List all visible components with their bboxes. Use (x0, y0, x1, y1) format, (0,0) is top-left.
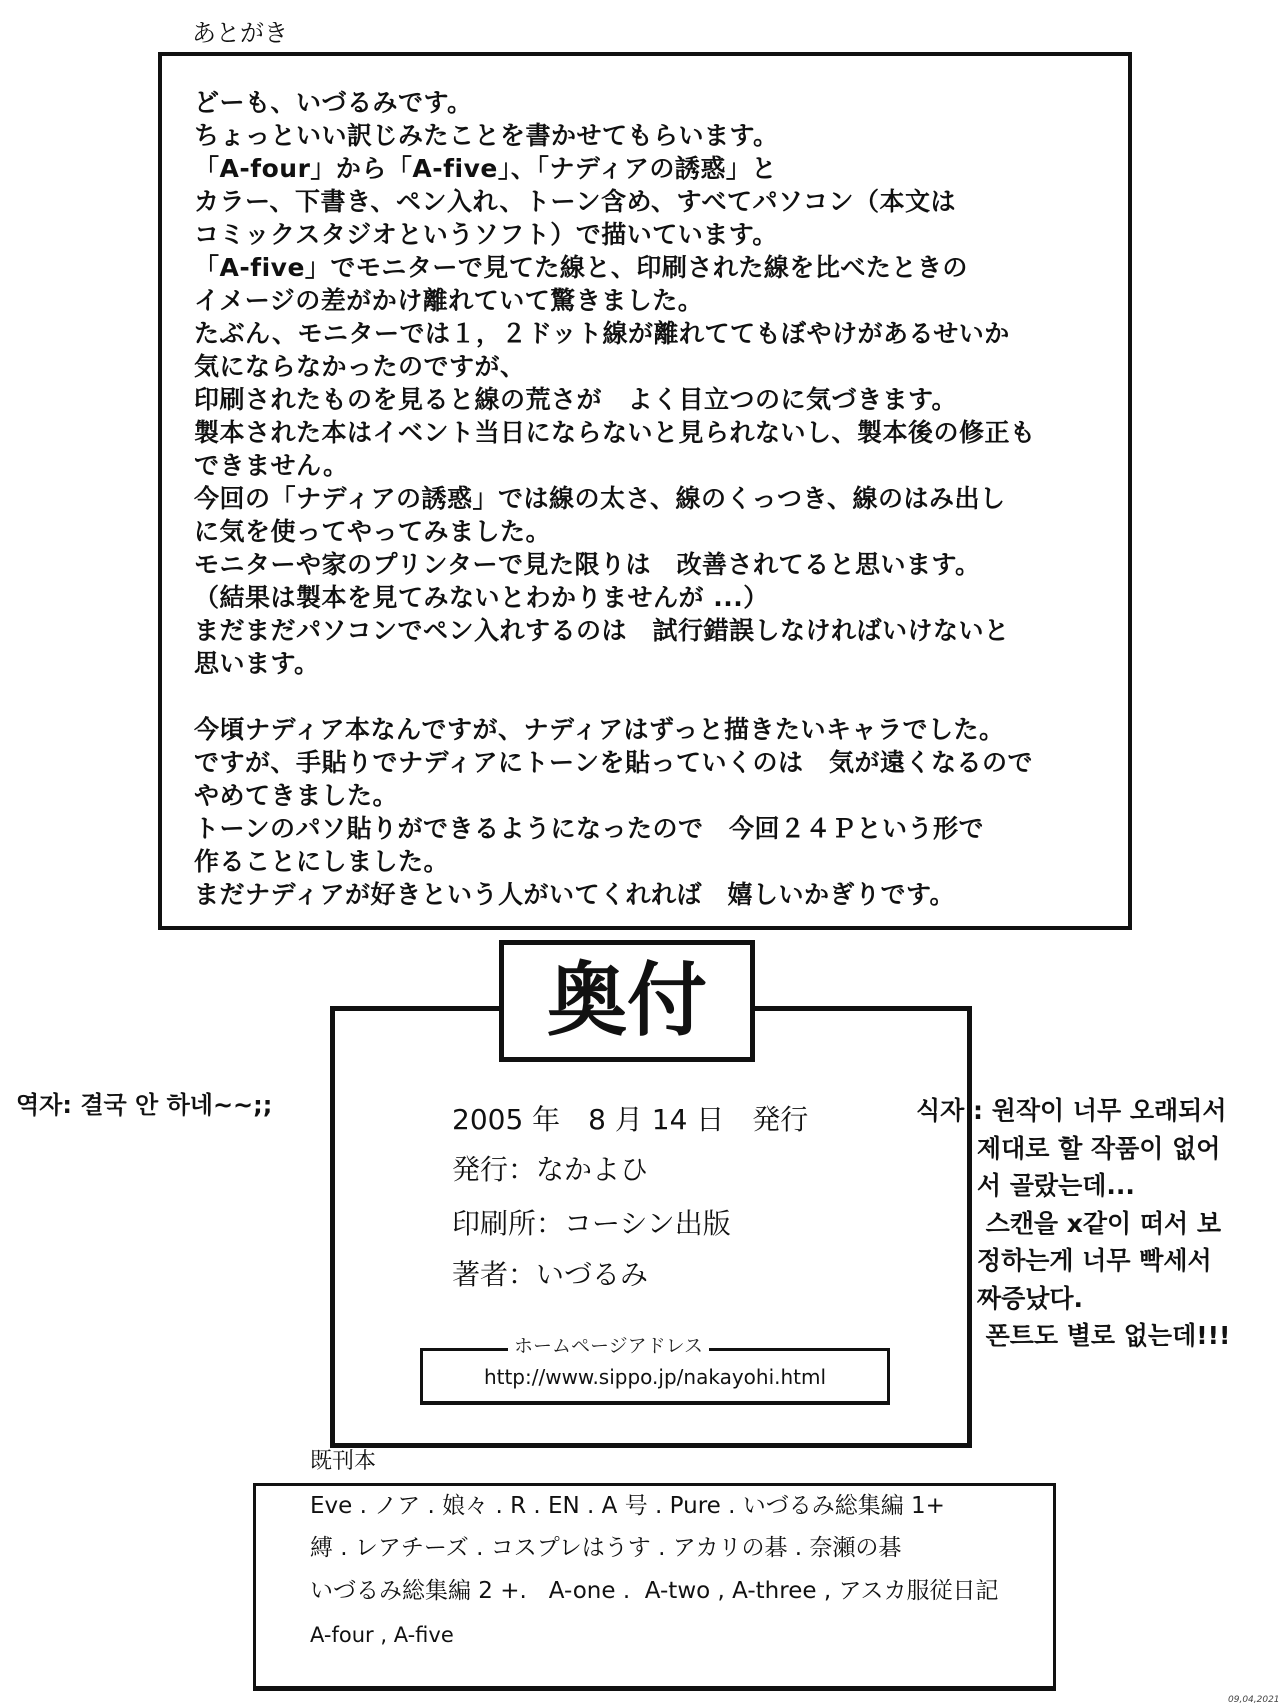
colophon-publisher: 発行：なかよひ (452, 1153, 649, 1186)
afterword-line: 作ることにしました。 (194, 847, 450, 876)
afterword-line: ですが、手貼りでナディアにトーンを貼っていくのは 気が遠くなるので (194, 748, 1034, 777)
afterword-line: できません。 (194, 451, 349, 480)
typesetter-note-line: 서 골랐는데... (916, 1171, 1135, 1200)
back-issues-heading: 既刊本 (310, 1449, 377, 1474)
afterword-line: （結果は製本を見てみないとわかりませんが ...） (194, 583, 769, 612)
afterword-line: ちょっといい訳じみたことを書かせてもらいます。 (194, 121, 779, 150)
afterword-line: に気を使ってやってみました。 (194, 517, 552, 546)
afterword-line: トーンのパソ貼りができるようになったので 今回２４Ｐという形で (194, 814, 985, 843)
typesetter-note-line: 짜증났다. (916, 1283, 1084, 1313)
translator-note: 역자: 결국 안 하네~~;; (16, 1091, 273, 1119)
afterword-line: どーも、いづるみです。 (194, 88, 473, 117)
colophon-title: 奥付 (499, 940, 755, 1062)
afterword-line: 「A-five」でモニターで見てた線と、印刷された線を比べたときの (194, 253, 968, 282)
afterword-line: たぶん、モニターでは１，２ドット線が離れててもぼやけがあるせいか (194, 319, 1010, 348)
afterword-line: イメージの差がかけ離れていて驚きました。 (194, 286, 704, 315)
back-issues-line: A-four , A-five (310, 1623, 454, 1647)
afterword-line: コミックスタジオというソフト）で描いています。 (194, 220, 778, 249)
back-issues-line: Eve . ノア . 娘々 . R . EN . A 号 . Pure . いづるみ総集編 1+ (310, 1493, 945, 1519)
afterword-line: まだナディアが好きという人がいてくれれば 嬉しいかぎりです。 (194, 880, 956, 909)
back-issues-line: 縛 . レアチーズ . コスプレはうす . アカリの碁 . 奈瀬の碁 (310, 1535, 902, 1561)
colophon-author: 著者：いづるみ (452, 1258, 649, 1291)
typesetter-note-line: 제대로 할 작품이 없어 (916, 1133, 1221, 1163)
afterword-text (194, 86, 1114, 916)
afterword-line: モニターや家のプリンターで見た限りは 改善されてると思います。 (194, 550, 981, 579)
colophon-date: 2005 年 8 月 14 日 発行 (452, 1103, 809, 1136)
afterword-line: 今頃ナディア本なんですが、ナディアはずっと描きたいキャラでした。 (194, 715, 1005, 744)
afterword-line: 「A-four」から「A-five」、「ナディアの誘惑」と (194, 154, 777, 183)
typesetter-note-line: 스캔을 x같이 떠서 보 (916, 1208, 1222, 1238)
scan-date: 09,04,2021 (1228, 1695, 1280, 1705)
afterword-heading: あとがき (192, 19, 288, 47)
typesetter-note-line: 식자 : 원작이 너무 오래되서 (916, 1096, 1227, 1125)
typesetter-note-line: 폰트도 별로 없는데!!! (916, 1321, 1231, 1350)
typesetter-note (916, 1092, 1276, 1362)
afterword-line: 印刷されたものを見ると線の荒さが よく目立つのに気づきます。 (194, 385, 958, 414)
homepage-url[interactable]: http://www.sippo.jp/nakayohi.html (483, 1365, 827, 1389)
colophon-printer: 印刷所：コーシン出版 (452, 1207, 731, 1240)
afterword-line: 今回の「ナディアの誘惑」では線の太さ、線のくっつき、線のはみ出し (194, 484, 1006, 513)
afterword-line: 思います。 (194, 649, 320, 678)
afterword-line: カラー、下書き、ペン入れ、トーン含め、すべてパソコン（本文は (194, 187, 957, 216)
homepage-label: ホームページアドレス (508, 1334, 709, 1358)
afterword-box (158, 52, 1132, 930)
afterword-line: 製本された本はイベント当日にならないと見られないし、製本後の修正も (194, 418, 1036, 447)
typesetter-note-line: 정하는게 너무 빡세서 (916, 1246, 1212, 1275)
afterword-line: やめてきました。 (194, 781, 399, 810)
back-issues-line: いづるみ総集編 2 +. A-one . A-two , A-three , アスカ服従日記 (310, 1578, 999, 1604)
afterword-line: まだまだパソコンでペン入れするのは 試行錯誤しなければいけないと (194, 616, 1010, 645)
afterword-line: 気にならなかったのですが、 (194, 352, 526, 381)
